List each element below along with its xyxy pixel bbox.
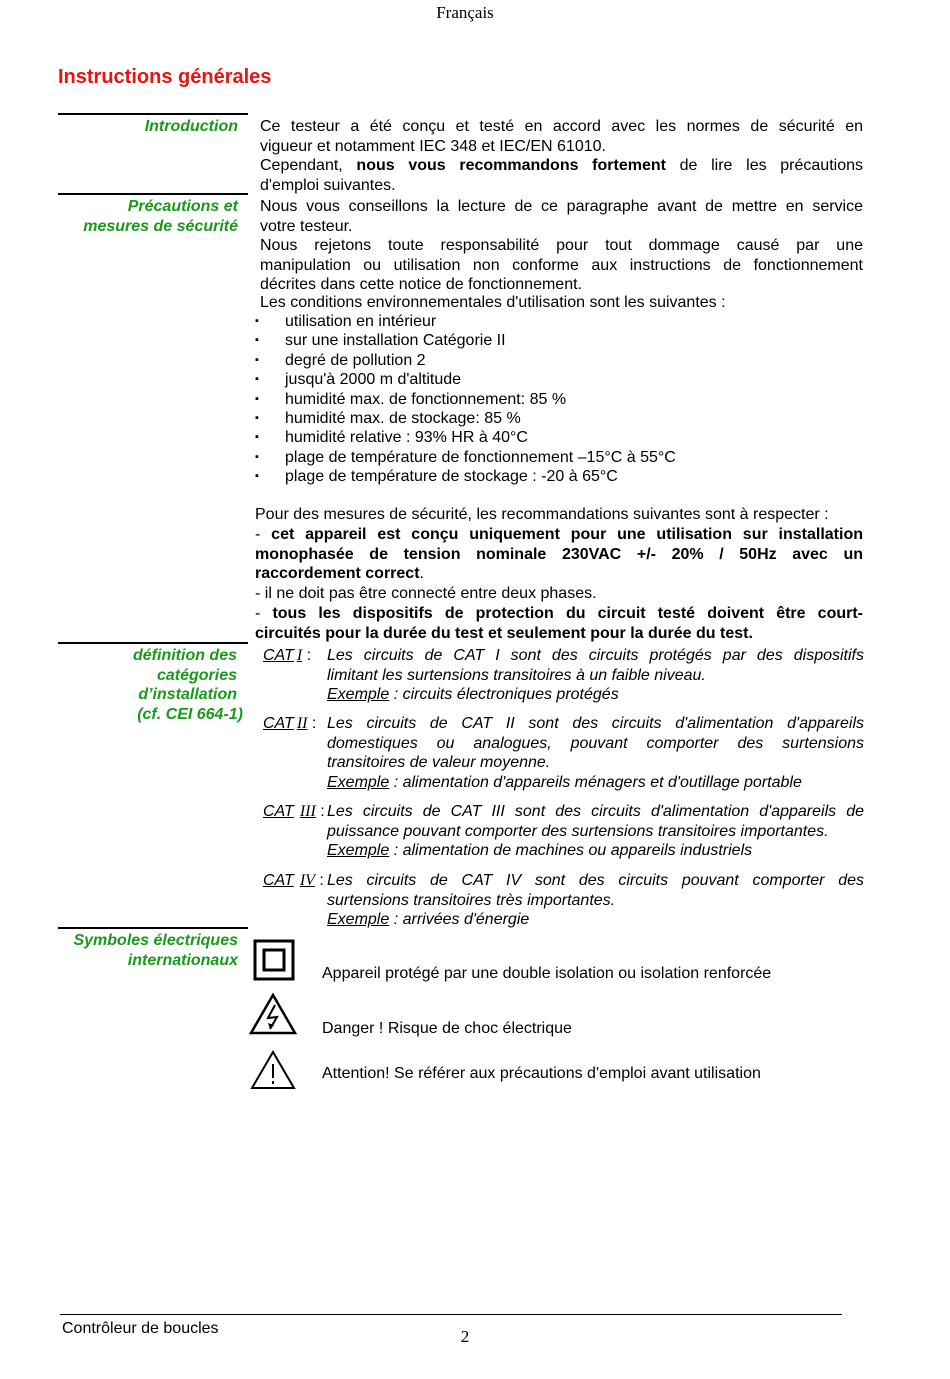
category-separator: :: [315, 803, 325, 820]
sidebar-heading-introduction: Introduction: [144, 118, 238, 135]
intro-paragraph-1: Ce testeur a été conçu et testé en accord avec les normes de sécurité en vigueur et notamment IEC 348 et IEC/EN 61010.: [260, 118, 863, 155]
category-description-line: Les circuits de CAT III sont des circuits d'alimentation d'appareils de: [327, 803, 864, 820]
bullet-marker: ▪: [255, 412, 259, 424]
category-cat-text: CAT: [263, 803, 294, 820]
category-roman-numeral: I: [296, 647, 303, 664]
category-separator: :: [307, 715, 317, 732]
category-description: [327, 802, 864, 861]
bullet-marker: ▪: [255, 450, 259, 463]
category-description-line: surtensions transitoires très importantes.: [327, 891, 616, 909]
category-example-label: Exemple: [327, 842, 390, 859]
category-block: [263, 871, 864, 930]
condition-item: sur une installation Catégorie II: [285, 332, 506, 350]
category-label: [263, 802, 325, 822]
category-example-label: Exemple: [327, 773, 390, 791]
caution-warning-icon: [250, 1049, 296, 1091]
category-example-text: : alimentation d'appareils ménagers et d'outillage portable: [389, 773, 802, 791]
symbol-text-double-insulation: Appareil protégé par une double isolation ou isolation renforcée: [322, 965, 772, 982]
condition-item: humidité max. de stockage: 85 %: [285, 410, 521, 427]
category-roman-numeral: IV: [299, 872, 315, 889]
condition-item: plage de température de fonctionnement –15°C à 55°C: [285, 448, 676, 466]
double-insulation-icon: [253, 939, 295, 981]
category-example-label: Exemple: [327, 911, 390, 928]
category-example-text: : circuits électroniques protégés: [389, 686, 619, 703]
category-cat-text: CAT: [263, 715, 294, 732]
footer-document-title: Contrôleur de boucles: [62, 1320, 219, 1337]
category-description: [327, 714, 864, 792]
category-code: [263, 803, 316, 820]
category-code: [263, 872, 315, 889]
bullet-marker: ▪: [255, 392, 259, 405]
category-description-line: transitoires de valeur moyenne.: [327, 754, 551, 771]
bullet-marker: ▪: [255, 334, 259, 347]
category-separator: :: [302, 647, 312, 664]
bullet-marker: ▪: [255, 315, 259, 327]
category-cat-text: CAT: [263, 872, 294, 889]
category-label: [263, 714, 316, 734]
precautions-paragraph-2: Nous rejetons toute responsabilité pour tout dommage causé par une manipulation ou utilisation non conforme aux instructions de fonctionnement décrites dans cette notice de fonctionnement.: [260, 237, 863, 293]
category-description-line: Les circuits de CAT II sont des circuits d'alimentation d'appareils: [327, 715, 864, 732]
sidebar-rule-symbols: [58, 927, 248, 929]
conditions-intro: Les conditions environnementales d'utilisation sont les suivantes :: [260, 294, 726, 311]
condition-item: plage de température de stockage : -20 à 65°C: [285, 468, 618, 486]
footer-rule: [60, 1314, 842, 1315]
category-example-text: : arrivées d'énergie: [389, 911, 530, 928]
safety-intro: Pour des mesures de sécurité, les recommandations suivantes sont à respecter :: [255, 506, 829, 523]
sidebar-rule-precautions: [58, 193, 248, 195]
category-cat-text: CAT: [263, 647, 294, 664]
bullet-marker: ▪: [255, 431, 259, 444]
condition-item: humidité relative : 93% HR à 40°C: [285, 429, 528, 447]
section-title: Instructions générales: [58, 66, 272, 88]
category-code: [263, 647, 302, 664]
condition-item: degré de pollution 2: [285, 351, 426, 369]
category-description-line: puissance pouvant comporter des surtensions transitoires importantes.: [327, 822, 829, 840]
category-roman-numeral: II: [296, 715, 308, 732]
category-description-line: domestiques ou analogues, pouvant comporter des surtensions: [327, 734, 864, 752]
category-example: [327, 773, 864, 793]
bullet-marker: ▪: [255, 373, 259, 386]
safety-item-3: - tous les dispositifs de protection du circuit testé doivent être court- circuités pour la durée du test et seulement pour la durée du test.: [255, 605, 863, 642]
safety-item-1: - cet appareil est conçu uniquement pour une utilisation sur installation monophasée de tension nominale 230VAC +/- 20% / 50Hz avec un raccordement correct.: [255, 526, 863, 582]
category-example-text: : alimentation de machines ou appareils industriels: [389, 842, 753, 859]
condition-item: jusqu'à 2000 m d'altitude: [285, 371, 462, 389]
page-number: 2: [460, 1327, 470, 1346]
precautions-paragraph-1: Nous vous conseillons la lecture de ce paragraphe avant de mettre en service votre testeur.: [260, 198, 863, 235]
electric-shock-warning-icon: [248, 992, 298, 1036]
category-block: [263, 714, 864, 792]
bullet-marker: ▪: [255, 353, 259, 366]
category-description: [327, 646, 864, 705]
category-block: [263, 802, 864, 861]
symbol-text-electric-shock: Danger ! Risque de choc électrique: [322, 1020, 572, 1037]
sidebar-rule-introduction: [58, 113, 248, 115]
category-example: [327, 841, 864, 861]
category-roman-numeral: III: [299, 803, 316, 820]
category-example: [327, 685, 864, 705]
sidebar-heading-categories: définition des catégories d’installation (cf. CEI 664-1): [133, 647, 243, 723]
condition-item: utilisation en intérieur: [285, 313, 437, 330]
safety-item-2: - il ne doit pas être connecté entre deux phases.: [255, 585, 597, 602]
sidebar-heading-precautions: Précautions et mesures de sécurité: [83, 198, 238, 235]
category-example-label: Exemple: [327, 686, 390, 703]
category-label: [263, 871, 324, 891]
page-language-header: Français: [436, 3, 494, 22]
category-description: [327, 871, 864, 930]
category-code: [263, 715, 307, 732]
category-description-line: Les circuits de CAT IV sont des circuits pouvant comporter des: [327, 872, 864, 889]
category-separator: :: [314, 872, 324, 889]
intro-paragraph-2: Cependant, nous vous recommandons fortement de lire les précautions d'emploi suivantes.: [260, 157, 863, 194]
bullet-marker: ▪: [255, 470, 259, 483]
category-example: [327, 910, 864, 930]
condition-item: humidité max. de fonctionnement: 85 %: [285, 390, 567, 408]
sidebar-heading-symbols: Symboles électriques internationaux: [73, 932, 238, 969]
sidebar-rule-categories: [58, 642, 248, 644]
category-description-line: limitant les surtensions transitoires à un faible niveau.: [327, 666, 706, 684]
category-block: [263, 646, 864, 705]
category-description-line: Les circuits de CAT I sont des circuits protégés par des dispositifs: [327, 647, 864, 664]
category-label: [263, 646, 311, 666]
symbol-text-caution: Attention! Se référer aux précautions d'emploi avant utilisation: [322, 1065, 761, 1082]
